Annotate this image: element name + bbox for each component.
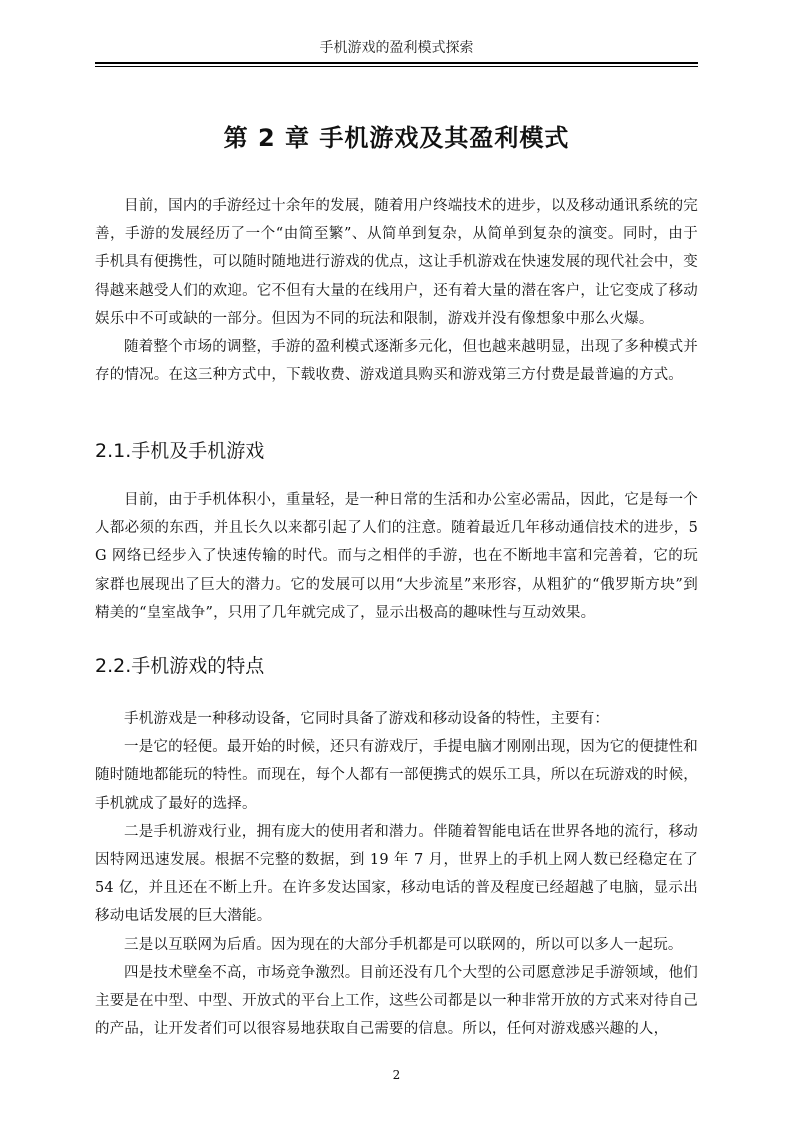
section-heading-2-1: 2.1.手机及手机游戏 xyxy=(95,440,265,462)
paragraph: 手机游戏是一种移动设备，它同时具备了游戏和移动设备的特性，主要有： xyxy=(124,711,610,727)
page-number: 2 xyxy=(392,1068,401,1082)
section-2-1-body xyxy=(95,486,698,627)
paragraph: 四是技术壁垒不高，市场竞争激烈。目前还没有几个大型的公司愿意涉足手游领域，他们主要是在中型、中型、开放式的平台上工作，这些公司都是以一种非常开放的方式来对待自己的产品，让开发者们可以很容易地获取自己需要的信息。所以，任何对游戏感兴趣的人， xyxy=(95,964,698,1038)
paragraph: 目前，由于手机体积小，重量轻，是一种日常的生活和办公室必需品，因此，它是每一个人都必须的东西，并且长久以来都引起了人们的注意。随着最近几年移动通信技术的进步，5 G 网络已经步入了快速传输的时代。而与之相伴的手游，也在不断地丰富和完善着，它的玩家群也展现出了巨大的潜力。它的发展可以用“大步流星”来形容，从粗犷的“俄罗斯方块”到精美的“皇室战争”，只用了几年就完成了，显示出极高的趣味性与互动效果。 xyxy=(95,492,698,621)
running-header: 手机游戏的盈利模式探索 xyxy=(319,40,474,56)
intro-section xyxy=(95,192,698,389)
header-rule-thin xyxy=(95,66,698,67)
paragraph: 随着整个市场的调整，手游的盈利模式逐渐多元化，但也越来越明显，出现了多种模式并存的情况。在这三种方式中，下载收费、游戏道具购买和游戏第三方付费是最普遍的方式。 xyxy=(95,339,698,384)
paragraph: 一是它的轻便。最开始的时候，还只有游戏厅，手提电脑才刚刚出现，因为它的便捷性和随时随地都能玩的特性。而现在，每个人都有一部便携式的娱乐工具，所以在玩游戏的时候，手机就成了最好的选择。 xyxy=(95,739,698,812)
header-rule xyxy=(95,62,698,64)
paragraph: 目前，国内的手游经过十余年的发展，随着用户终端技术的进步，以及移动通讯系统的完善，手游的发展经历了一个“由简至繁”、从简单到复杂，从简单到复杂的演变。同时，由于手机具有便携性，可以随时随地进行游戏的优点，这让手机游戏在快速发展的现代社会中，变得越来越受人们的欢迎。它不但有大量的在线用户，还有着大量的潜在客户，让它变成了移动娱乐中不可或缺的一部分。但因为不同的玩法和限制，游戏并没有像想象中那么火爆。 xyxy=(95,198,698,327)
paragraph: 三是以互联网为后盾。因为现在的大部分手机都是可以联网的，所以可以多人一起玩。 xyxy=(124,936,683,953)
section-2-2-body xyxy=(95,705,698,1043)
chapter-title: 第 2 章 手机游戏及其盈利模式 xyxy=(223,124,570,152)
paragraph: 二是手机游戏行业，拥有庞大的使用者和潜力。伴随着智能电话在世界各地的流行，移动因特网迅速发展。根据不完整的数据，到 19 年 7 月，世界上的手机上网人数已经稳定在了 54 亿，并且还在不断上升。在许多发达国家，移动电话的普及程度已经超越了电脑，显示出移动电话发展的巨大潜能。 xyxy=(95,823,698,925)
section-heading-2-2: 2.2.手机游戏的特点 xyxy=(95,655,265,677)
